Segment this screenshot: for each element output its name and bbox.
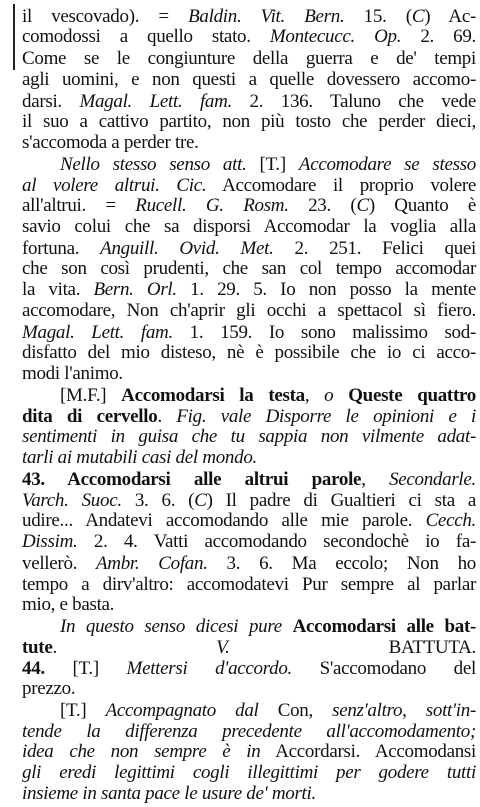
italic-phrase: Dissim. xyxy=(22,531,78,552)
text-line xyxy=(22,26,476,48)
text-run: 15. ( xyxy=(344,6,412,27)
text-line xyxy=(22,637,476,659)
text-run: BATTUTA. xyxy=(229,637,477,658)
italic-phrase: sentimenti in guisa che tu sappia non vilmente adat- xyxy=(22,426,476,447)
italic-phrase: C xyxy=(194,490,207,511)
text-run: ) Il padre di Gualtieri ci sta a xyxy=(206,490,476,511)
text-line xyxy=(22,783,476,805)
bold-phrase: Queste quattro xyxy=(348,385,476,406)
text-line xyxy=(22,658,476,680)
text-run: 23. ( xyxy=(288,195,357,216)
text-run: 1. 159. Io sono malissimo sod- xyxy=(172,322,476,343)
bold-phrase: Accomodarsi alle bat- xyxy=(292,616,477,637)
text-line xyxy=(22,510,476,532)
text-line xyxy=(22,195,476,217)
italic-phrase: Accompagnato dal xyxy=(105,700,259,721)
text-line xyxy=(22,426,476,448)
italic-phrase: Nello stesso senso att. xyxy=(60,154,247,175)
text-line xyxy=(22,363,476,385)
text-line xyxy=(22,91,476,113)
text-line xyxy=(22,279,476,301)
text-run: 2. 4. Vatti accomodando secondochè io fa- xyxy=(77,531,476,552)
text-line xyxy=(22,721,476,743)
text-run: darsi. xyxy=(22,91,80,112)
text-line xyxy=(22,594,476,616)
text-line xyxy=(60,700,476,722)
italic-phrase: Magal. Lett. fam. xyxy=(79,91,232,112)
italic-phrase: Baldin. Vit. Bern. xyxy=(188,6,345,27)
text-run: S'accomodano del xyxy=(291,658,476,679)
text-run: 3. 6. ( xyxy=(121,490,195,511)
text-line xyxy=(22,6,476,28)
text-line xyxy=(22,300,476,322)
text-line xyxy=(22,216,476,238)
italic-phrase: insieme in santa pace le usure de' morti. xyxy=(22,783,316,804)
italic-phrase: idea che non sempre è in xyxy=(22,741,261,762)
italic-phrase: tarli ai mutabili casi del mondo. xyxy=(22,447,257,468)
text-run: 2. 136. Taluno che vede xyxy=(232,91,476,112)
text-run: prezzo. xyxy=(22,678,76,699)
text-line xyxy=(22,469,476,491)
text-run: udire... Andatevi accomodando alle mie parole. xyxy=(22,510,426,531)
bold-phrase: Accomodarsi la testa xyxy=(121,385,305,406)
text-line xyxy=(22,531,476,553)
italic-phrase: tende la differenza precedente all'accomodamento; xyxy=(22,721,476,742)
text-run: savio colui che sa disporsi Accomodar la voglia alla xyxy=(22,216,476,237)
text-line xyxy=(60,385,476,407)
text-run: 2. 69. xyxy=(401,26,476,47)
text-run: Come se le congiunture della guerra e de' tempi xyxy=(22,48,476,69)
text-line xyxy=(22,322,476,344)
bold-phrase: 43. Accomodarsi alle altrui parole xyxy=(22,469,362,490)
text-line xyxy=(60,154,476,176)
margin-rule xyxy=(13,4,15,70)
italic-phrase: In questo senso dicesi pure xyxy=(60,616,282,637)
text-run: accomodare, Non ch'aprir gli occhi a spettacol sì fiero. xyxy=(22,300,476,321)
italic-phrase: C xyxy=(356,195,369,216)
bold-phrase: dita di cervello xyxy=(22,406,158,427)
text-run: , xyxy=(304,385,325,406)
text-run: [M.F.] xyxy=(60,385,122,406)
text-line xyxy=(22,762,476,784)
italic-phrase: Cecch. xyxy=(425,510,476,531)
text-line xyxy=(22,258,476,280)
text-run: . xyxy=(157,406,177,427)
italic-phrase: Magal. Lett. fam. xyxy=(22,322,173,343)
text-run: comodossi a quello stato. xyxy=(22,26,270,47)
text-line xyxy=(22,132,476,154)
italic-phrase: Varch. Suoc. xyxy=(22,490,122,511)
text-line xyxy=(22,238,476,260)
text-run xyxy=(282,616,293,637)
text-run: all'altrui. = xyxy=(22,195,136,216)
italic-phrase: Anguill. Ovid. Met. xyxy=(100,238,274,259)
text-run: fortuna. xyxy=(22,238,101,259)
text-run: ) Quanto è xyxy=(368,195,476,216)
text-run: . xyxy=(52,637,217,658)
text-run: Con, xyxy=(258,700,333,721)
bold-phrase: 44. xyxy=(22,658,45,679)
text-line xyxy=(22,48,476,70)
text-line xyxy=(22,574,476,596)
text-run: [T.] xyxy=(44,658,127,679)
text-run: [T.] xyxy=(246,154,299,175)
text-run: mio, e basta. xyxy=(22,594,115,615)
text-line xyxy=(22,741,476,763)
text-run: disfatto del mio disteso, nè è possibile che io ci acco- xyxy=(22,342,476,363)
text-run xyxy=(333,385,348,406)
text-line xyxy=(22,447,476,469)
text-run: [T.] xyxy=(60,700,106,721)
italic-phrase: senz'altro, sott'in- xyxy=(332,700,477,721)
text-line xyxy=(60,616,476,638)
italic-phrase: gli eredi legittimi cogli illegittimi per godere tutti xyxy=(22,762,476,783)
italic-phrase: C xyxy=(411,6,425,27)
text-run: ) Ac- xyxy=(424,6,477,27)
text-run: tempo a dirv'altro: accomodatevi Pur sempre al parlar xyxy=(22,574,476,595)
text-line xyxy=(22,490,476,512)
bold-phrase: tute xyxy=(22,637,53,658)
italic-phrase: V. xyxy=(216,637,230,658)
text-line xyxy=(22,553,476,575)
text-line xyxy=(22,69,476,91)
italic-phrase: Secondarle. xyxy=(389,469,476,490)
italic-phrase: Rucell. G. Rosm. xyxy=(135,195,289,216)
text-run: agli uomini, e non questi a quelle dovessero accomo- xyxy=(22,69,476,90)
text-run: Accomodare il proprio volere xyxy=(206,175,476,196)
text-line xyxy=(22,678,476,700)
text-run: il vescovado). = xyxy=(22,6,189,27)
text-line xyxy=(22,111,476,133)
text-run: 1. 29. 5. Io non posso la mente xyxy=(176,279,476,300)
text-run: la vita. xyxy=(22,279,94,300)
text-run: il suo a cattivo partito, non più tosto che perder dieci, xyxy=(22,111,476,132)
text-run: 3. 6. Ma eccolo; Non ho xyxy=(207,553,476,574)
italic-phrase: al volere altrui. Cic. xyxy=(22,175,207,196)
italic-phrase: Mettersi d'accordo. xyxy=(126,658,292,679)
italic-phrase: o xyxy=(324,385,334,406)
italic-phrase: Ambr. Cofan. xyxy=(96,553,208,574)
text-line xyxy=(22,342,476,364)
italic-phrase: Montecucc. Op. xyxy=(269,26,402,47)
text-run: vellerò. xyxy=(22,553,96,574)
text-run: , xyxy=(361,469,390,490)
text-run: 2. 251. Felici quei xyxy=(273,238,477,259)
text-run: che son così prudenti, che san col tempo accomodar xyxy=(22,258,476,279)
italic-phrase: Bern. Orl. xyxy=(93,279,177,300)
text-line xyxy=(22,406,476,428)
text-line xyxy=(22,175,476,197)
text-run: Accordarsi. Accomodansi xyxy=(260,741,476,762)
text-run: s'accomoda a perder tre. xyxy=(22,132,199,153)
text-run: modi l'animo. xyxy=(22,363,123,384)
italic-phrase: Accomodare se stesso xyxy=(298,154,476,175)
italic-phrase: Fig. vale Disporre le opinioni e i xyxy=(176,406,476,427)
